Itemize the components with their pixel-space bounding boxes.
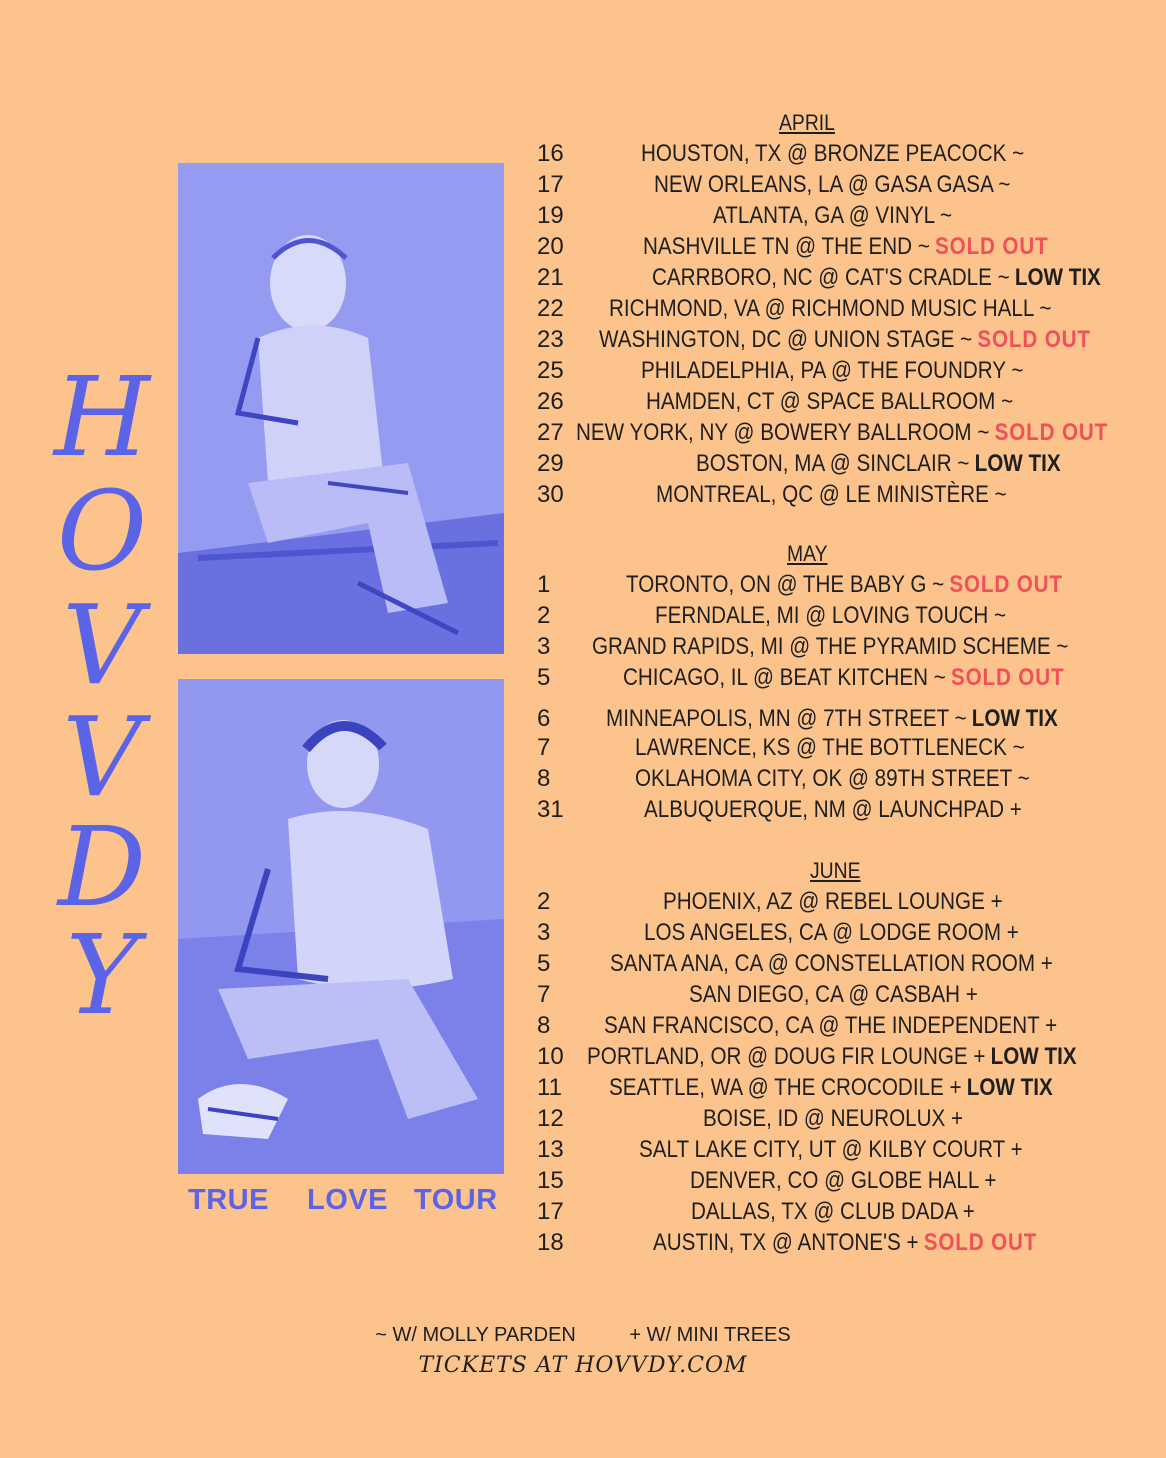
tour-date-venue	[652, 262, 1101, 293]
tour-date-day: 27	[537, 419, 564, 446]
tour-date-venue	[639, 1134, 1023, 1165]
tour-date-city-venue: CARRBORO, NC @ CAT'S CRADLE ~	[652, 264, 1010, 291]
tour-date-venue	[691, 1196, 975, 1227]
tour-date-row	[537, 200, 1166, 231]
low-tix-badge: LOW TIX	[1014, 264, 1101, 291]
low-tix-badge: LOW TIX	[990, 1043, 1077, 1070]
sold-out-badge: SOLD OUT	[935, 233, 1049, 260]
tour-date-city-venue: NASHVILLE TN @ THE END ~	[643, 233, 930, 260]
tour-date-venue	[610, 948, 1053, 979]
tour-date-day: 7	[537, 981, 551, 1008]
tour-date-city-venue: SEATTLE, WA @ THE CROCODILE +	[609, 1074, 962, 1101]
tour-date-row	[537, 1196, 1166, 1227]
tour-date-day: 26	[537, 388, 564, 415]
tour-word-true: TRUE	[188, 1184, 269, 1216]
tour-date-city-venue: TORONTO, ON @ THE BABY G ~	[626, 571, 945, 598]
tour-date-day: 3	[537, 919, 551, 946]
tour-date-day: 19	[537, 202, 564, 229]
tour-date-row	[537, 948, 1166, 979]
legend-mini-trees: + W/ MINI TREES	[629, 1324, 791, 1346]
tour-date-venue	[606, 703, 1058, 734]
tour-date-row	[537, 324, 1166, 355]
tour-date-city-venue: AUSTIN, TX @ ANTONE'S +	[653, 1229, 919, 1256]
tour-date-venue	[592, 631, 1068, 662]
tour-date-venue	[626, 569, 1063, 600]
sold-out-badge: SOLD OUT	[950, 664, 1065, 691]
tour-date-city-venue: ATLANTA, GA @ VINYL ~	[713, 202, 953, 229]
tour-date-day: 16	[537, 140, 564, 167]
tour-date-day: 12	[537, 1105, 564, 1132]
tour-date-day: 8	[537, 765, 551, 792]
tour-date-row	[537, 1134, 1166, 1165]
sold-out-badge: SOLD OUT	[994, 419, 1109, 446]
tour-date-day: 2	[537, 602, 551, 629]
low-tix-badge: LOW TIX	[971, 705, 1058, 732]
tour-date-day: 17	[537, 1198, 564, 1225]
band-letter: V	[62, 693, 142, 821]
tour-date-day: 25	[537, 357, 564, 384]
tour-date-venue	[653, 1227, 1037, 1258]
tour-date-venue	[646, 386, 1013, 417]
tour-date-row	[537, 631, 1166, 662]
tour-date-venue	[635, 732, 1025, 763]
tour-date-day: 5	[537, 664, 551, 691]
tour-date-row	[537, 231, 1166, 262]
month-heading-1: MAY	[787, 541, 828, 566]
tour-date-city-venue: SAN DIEGO, CA @ CASBAH +	[689, 981, 978, 1008]
tour-date-row	[537, 138, 1166, 169]
tour-date-venue	[641, 355, 1023, 386]
tour-date-city-venue: LOS ANGELES, CA @ LODGE ROOM +	[644, 919, 1019, 946]
tour-date-row	[537, 1165, 1166, 1196]
tour-date-row	[537, 732, 1166, 763]
tour-date-row	[537, 979, 1166, 1010]
tour-date-city-venue: DENVER, CO @ GLOBE HALL +	[690, 1167, 997, 1194]
tour-date-city-venue: MONTREAL, QC @ LE MINISTÈRE ~	[656, 481, 1007, 508]
tour-date-city-venue: PHOENIX, AZ @ REBEL LOUNGE +	[663, 888, 1003, 915]
tour-date-venue	[587, 1041, 1077, 1072]
tickets-link[interactable]: TICKETS AT HOVVDY.COM	[418, 1353, 748, 1378]
tour-date-city-venue: NEW ORLEANS, LA @ GASA GASA ~	[654, 171, 1011, 198]
tour-date-city-venue: SALT LAKE CITY, UT @ KILBY COURT +	[639, 1136, 1023, 1163]
tour-date-day: 7	[537, 734, 551, 761]
tour-date-city-venue: SANTA ANA, CA @ CONSTELLATION ROOM +	[610, 950, 1053, 977]
tour-date-day: 15	[537, 1167, 564, 1194]
tour-date-city-venue: PHILADELPHIA, PA @ THE FOUNDRY ~	[641, 357, 1024, 384]
tour-date-row	[537, 417, 1166, 448]
tour-date-venue	[663, 886, 1003, 917]
sold-out-badge: SOLD OUT	[977, 326, 1091, 353]
tour-date-city-venue: DALLAS, TX @ CLUB DADA +	[691, 1198, 975, 1225]
tour-date-city-venue: WASHINGTON, DC @ UNION STAGE ~	[599, 326, 973, 353]
tour-date-venue	[609, 293, 1051, 324]
tour-date-row	[537, 293, 1166, 324]
tour-date-city-venue: BOISE, ID @ NEUROLUX +	[703, 1105, 964, 1132]
tour-date-day: 22	[537, 295, 564, 322]
legend-molly-parden: ~ W/ MOLLY PARDEN	[375, 1324, 576, 1346]
tour-date-venue	[599, 324, 1091, 355]
tour-date-day: 10	[537, 1043, 564, 1070]
tour-date-day: 18	[537, 1229, 564, 1256]
tour-date-city-venue: PORTLAND, OR @ DOUG FIR LOUNGE +	[587, 1043, 986, 1070]
tour-date-row	[537, 600, 1166, 631]
band-photo-top	[178, 163, 504, 654]
tour-date-row	[537, 569, 1166, 600]
tour-date-venue	[644, 917, 1019, 948]
tour-date-city-venue: RICHMOND, VA @ RICHMOND MUSIC HALL ~	[609, 295, 1052, 322]
tour-date-city-venue: NEW YORK, NY @ BOWERY BALLROOM ~	[576, 419, 990, 446]
tour-date-venue	[689, 979, 978, 1010]
sold-out-badge: SOLD OUT	[949, 571, 1063, 598]
tour-date-day: 6	[537, 705, 551, 732]
tour-date-day: 23	[537, 326, 564, 353]
tour-date-venue	[696, 448, 1061, 479]
tour-date-row	[537, 1103, 1166, 1134]
tour-date-venue	[576, 417, 1108, 448]
tour-date-row	[537, 917, 1166, 948]
tour-date-day: 5	[537, 950, 551, 977]
tour-date-city-venue: GRAND RAPIDS, MI @ THE PYRAMID SCHEME ~	[592, 633, 1069, 660]
tour-date-day: 2	[537, 888, 551, 915]
tour-date-city-venue: BOSTON, MA @ SINCLAIR ~	[696, 450, 970, 477]
tour-date-row	[537, 1072, 1166, 1103]
tour-date-day: 1	[537, 571, 551, 598]
tour-date-venue	[641, 138, 1024, 169]
tour-date-row	[537, 763, 1166, 794]
tour-date-venue	[656, 479, 1007, 510]
tour-date-city-venue: SAN FRANCISCO, CA @ THE INDEPENDENT +	[604, 1012, 1058, 1039]
tour-date-row	[537, 1227, 1166, 1258]
tour-date-day: 31	[537, 796, 564, 823]
tour-date-row	[537, 1010, 1166, 1041]
tour-date-venue	[643, 231, 1049, 262]
tour-date-row	[537, 794, 1166, 825]
tour-date-venue	[604, 1010, 1057, 1041]
tour-date-day: 11	[537, 1074, 562, 1101]
month-heading-0: APRIL	[779, 110, 835, 135]
tour-date-row	[537, 703, 1166, 734]
tour-date-day: 30	[537, 481, 564, 508]
band-letter: V	[62, 581, 142, 709]
tour-date-day: 21	[537, 264, 564, 291]
tour-date-row	[537, 479, 1166, 510]
sold-out-badge: SOLD OUT	[923, 1229, 1038, 1256]
tour-date-city-venue: LAWRENCE, KS @ THE BOTTLENECK ~	[635, 734, 1025, 761]
tour-date-city-venue: MINNEAPOLIS, MN @ 7TH STREET ~	[606, 705, 967, 732]
tour-date-row	[537, 386, 1166, 417]
tour-date-venue	[690, 1165, 996, 1196]
band-letter: Y	[65, 911, 139, 1039]
tour-word-tour: TOUR	[414, 1184, 498, 1216]
month-heading-2: JUNE	[810, 858, 861, 883]
band-letter: D	[57, 803, 147, 931]
tour-date-city-venue: CHICAGO, IL @ BEAT KITCHEN ~	[623, 664, 946, 691]
tour-date-city-venue: HOUSTON, TX @ BRONZE PEACOCK ~	[641, 140, 1025, 167]
tour-date-row	[537, 448, 1166, 479]
low-tix-badge: LOW TIX	[974, 450, 1061, 477]
tour-date-city-venue: FERNDALE, MI @ LOVING TOUCH ~	[655, 602, 1007, 629]
tour-date-venue	[655, 600, 1006, 631]
legend	[0, 1324, 1166, 1347]
tour-date-venue	[623, 662, 1064, 693]
tour-date-city-venue: ALBUQUERQUE, NM @ LAUNCHPAD +	[644, 796, 1022, 823]
tour-date-venue	[635, 763, 1030, 794]
tour-date-venue	[654, 169, 1010, 200]
tour-date-city-venue: HAMDEN, CT @ SPACE BALLROOM ~	[646, 388, 1014, 415]
tour-date-venue	[609, 1072, 1053, 1103]
tour-date-day: 29	[537, 450, 564, 477]
tour-date-day: 13	[537, 1136, 564, 1163]
tour-date-row	[537, 169, 1166, 200]
tour-date-row	[537, 1041, 1166, 1072]
tour-date-day: 3	[537, 633, 551, 660]
tour-date-row	[537, 262, 1166, 293]
band-letter: H	[54, 353, 150, 481]
tour-date-day: 20	[537, 233, 564, 260]
tour-date-venue	[703, 1103, 963, 1134]
tour-date-day: 8	[537, 1012, 551, 1039]
band-photo-bottom	[178, 679, 504, 1174]
tour-date-row	[537, 886, 1166, 917]
tour-date-row	[537, 355, 1166, 386]
tour-date-venue	[644, 794, 1022, 825]
tour-date-row	[537, 662, 1166, 693]
tour-date-day: 17	[537, 171, 564, 198]
tour-word-love: LOVE	[307, 1184, 388, 1216]
tour-date-venue	[713, 200, 952, 231]
low-tix-badge: LOW TIX	[966, 1074, 1053, 1101]
band-letter: O	[56, 467, 148, 595]
tour-date-city-venue: OKLAHOMA CITY, OK @ 89TH STREET ~	[635, 765, 1030, 792]
